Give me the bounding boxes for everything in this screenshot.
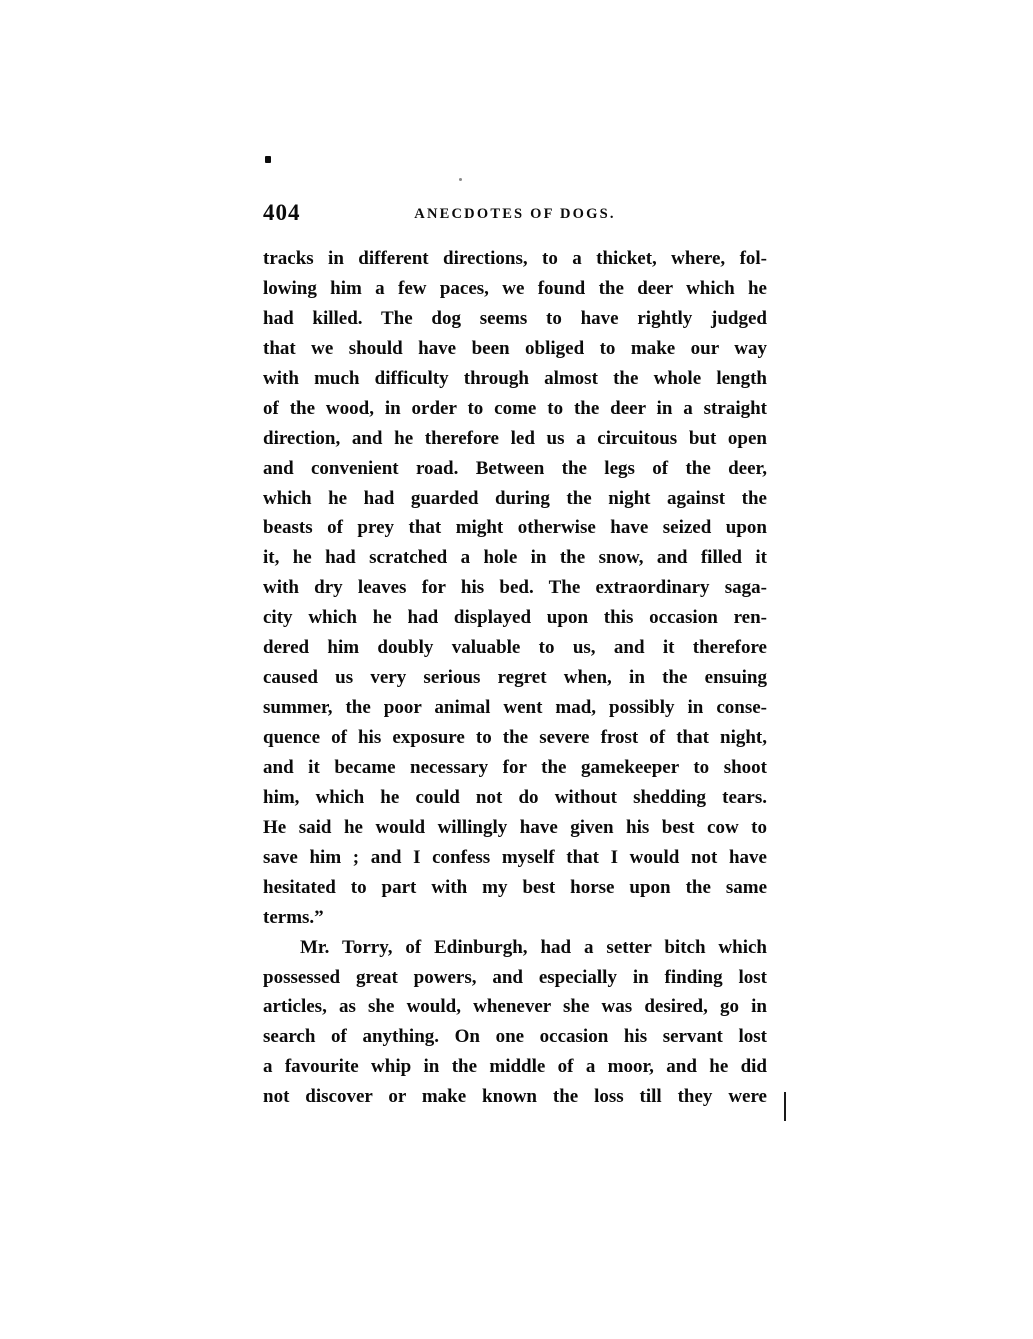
text-line: search of anything. On one occasion his servant lost [263,1026,767,1048]
text-line: with much difficulty through almost the whole length [263,367,767,389]
text-line: which he had guarded during the night against the [263,487,767,509]
scan-line-artifact [784,1092,786,1121]
running-head-title: ANECDOTES OF DOGS. [414,206,616,222]
text-line: a favourite whip in the middle of a moor, and he did [263,1056,767,1078]
page-header [263,200,767,226]
text-line: with dry leaves for his bed. The extraordinary saga- [263,577,767,599]
small-speck-artifact [459,178,462,181]
text-line: caused us very serious regret when, in the ensuing [263,667,767,689]
paragraph-start-line: Mr. Torry, of Edinburgh, had a setter bitch which [300,936,767,958]
text-line: quence of his exposure to the severe frost of that night, [263,727,767,748]
text-line: summer, the poor animal went mad, possibly in conse- [263,697,767,719]
text-line: tracks in different directions, to a thicket, where, fol- [263,248,767,269]
text-line: dered him doubly valuable to us, and it therefore [263,637,767,659]
text-line: him, which he could not do without shedding tears. [263,786,767,808]
text-line: it, he had scratched a hole in the snow, and filled it [263,547,767,569]
text-line: direction, and he therefore led us a circuitous but open [263,427,767,449]
text-line: and convenient road. Between the legs of the deer, [263,457,767,479]
text-line: hesitated to part with my best horse upon the same [263,876,767,898]
text-line: He said he would willingly have given his best cow to [263,816,767,838]
text-line: of the wood, in order to come to the deer in a straight [263,397,767,419]
text-line: not discover or make known the loss till they were [263,1086,767,1108]
text-line: that we should have been obliged to make our way [263,337,767,359]
paragraph-end-line: terms.” [263,906,324,928]
text-line: and it became necessary for the gamekeeper to shoot [263,756,767,778]
ink-spot-artifact [265,156,271,163]
text-line: lowing him a few paces, we found the deer which he [263,277,767,299]
text-line: possessed great powers, and especially in finding lost [263,966,767,988]
text-line: save him ; and I confess myself that I would not have [263,846,767,868]
text-line: city which he had displayed upon this occasion ren- [263,607,767,629]
text-line: had killed. The dog seems to have rightly judged [263,307,767,329]
text-line: articles, as she would, whenever she was desired, go in [263,996,767,1018]
body-text-block [263,244,767,1112]
text-line: beasts of prey that might otherwise have seized upon [263,517,767,539]
page-number: 404 [263,200,301,225]
